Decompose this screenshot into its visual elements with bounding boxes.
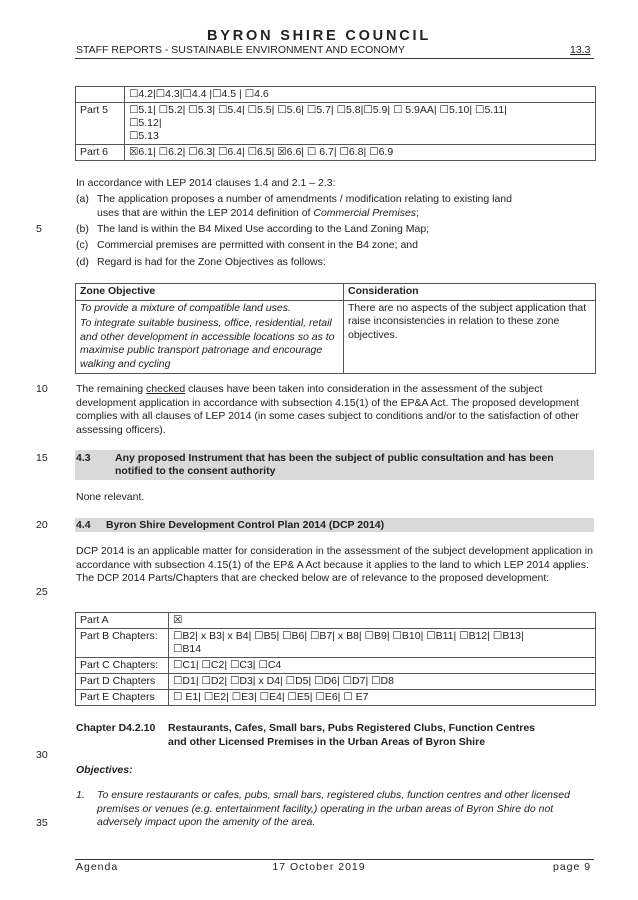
header-rule	[75, 58, 594, 59]
chapter-title: and other Licensed Premises in the Urban Areas of Byron Shire	[168, 736, 486, 748]
table-row	[76, 300, 596, 374]
table-row	[76, 613, 596, 629]
objectives-heading: Objectives:	[76, 764, 133, 776]
clause-line: ☐5.13	[129, 130, 159, 142]
line-number: 35	[36, 817, 48, 829]
footer-rule	[75, 859, 594, 860]
footer-date: 17 October 2019	[272, 861, 366, 873]
clause-line: ☐5.12|	[129, 117, 162, 129]
table-header-row	[76, 284, 596, 301]
chapter-line: ☐B14	[173, 643, 202, 655]
row-label: Part A	[76, 613, 169, 629]
remaining-clauses-paragraph	[76, 383, 596, 437]
paragraph-text: The remaining	[76, 383, 147, 395]
clause-line: ☐4.2|☐4.3|☐4.4 |☐4.5 | ☐4.6	[129, 88, 269, 100]
emphasis-term: Commercial Premises	[313, 206, 417, 219]
row-label	[76, 87, 125, 103]
clause-line: ☒6.1| ☐6.2| ☐6.3| ☐6.4| ☐6.5| ☒6.6| ☐ 6.7| ☐6.8| ☐6.9	[129, 146, 394, 158]
list-text: ;	[416, 206, 419, 219]
zone-objective: To integrate suitable business, office, residential, retail and other development in accessible locations so as to maximise public transport patronage and encourage walking and cycling	[80, 317, 335, 370]
council-title: BYRON SHIRE COUNCIL	[207, 28, 431, 44]
chapter-line: ☐D1| ☐D2| ☐D3| x D4| ☐D5| ☐D6| ☐D7| ☐D8	[173, 675, 394, 687]
list-key: (b)	[76, 223, 89, 235]
row-label: Part E Chapters	[76, 690, 169, 706]
paragraph-text: clauses have been taken into consideration in the assessment of the subject development application in accordance with subsection 4.15(1) of the EP&A Act. The proposed development complies with all clauses of LEP 2014 (in some cases subject to conditions and/or to the satisfaction of other assessing officers).	[76, 383, 579, 436]
zone-objectives-table	[75, 283, 596, 374]
chapter-line: ☒	[173, 614, 183, 626]
list-text: The land is within the B4 Mixed Use according to the Land Zoning Map;	[97, 223, 430, 235]
column-header: Consideration	[344, 284, 596, 301]
table-row	[76, 674, 596, 690]
report-subtitle: STAFF REPORTS - SUSTAINABLE ENVIRONMENT AND ECONOMY	[76, 44, 405, 56]
consideration-text: There are no aspects of the subject application that raise inconsistencies in relation to these zone objectives.	[344, 300, 596, 374]
line-number: 5	[36, 223, 42, 235]
line-number: 10	[36, 383, 48, 395]
table-row	[76, 103, 596, 145]
table-row	[76, 690, 596, 706]
zone-objective: To provide a mixture of compatible land uses.	[80, 301, 291, 314]
section-title: Byron Shire Development Control Plan 2014 (DCP 2014)	[106, 519, 385, 531]
chapter-title: Restaurants, Cafes, Small bars, Pubs Registered Clubs, Function Centres	[168, 722, 536, 734]
line-number: 15	[36, 452, 48, 464]
underlined-word: checked	[146, 383, 186, 395]
table-row	[76, 87, 596, 103]
table-row	[76, 629, 596, 658]
list-key: (d)	[76, 256, 89, 268]
lep-clauses-table	[75, 86, 596, 161]
list-text: The application proposes a number of amendments / modification relating to existing land	[97, 193, 512, 205]
list-key: (c)	[76, 239, 89, 251]
dcp-chapters-table	[75, 612, 596, 706]
row-label: Part 5	[76, 103, 125, 145]
section-number: 13.3	[570, 44, 591, 56]
section-number: 4.4	[76, 519, 91, 531]
chapter-line: ☐ E1| ☐E2| ☐E3| ☐E4| ☐E5| ☐E6| ☐ E7	[173, 691, 369, 703]
line-number: 20	[36, 519, 48, 531]
objective-text: To ensure restaurants or cafes, pubs, small bars, registered clubs, function centres and other licensed premises or venues (e.g. entertainment facility,) operating in the urban areas of Byron Shire do not adversely impact upon the amenity of the area.	[97, 789, 570, 828]
list-text: uses that are within the LEP 2014 definition of	[97, 206, 314, 219]
chapter-line: ☐B2| x B3| x B4| ☐B5| ☐B6| ☐B7| x B8| ☐B9| ☐B10| ☐B11| ☐B12| ☐B13|	[173, 630, 524, 642]
section-4-4-body: DCP 2014 is an applicable matter for consideration in the assessment of the subject development application in accordance with subsection 4.15(1) of the EP& A Act because it applies to the land to which LEP 2014 applies. The DCP 2014 Parts/Chapters that are checked below are of relevance to the proposed development:	[76, 545, 593, 585]
table-row	[76, 658, 596, 674]
section-number: 4.3	[76, 452, 91, 464]
intro-text: In accordance with LEP 2014 clauses 1.4 and 2.1 – 2.3:	[76, 177, 336, 189]
list-text: Commercial premises are permitted with consent in the B4 zone; and	[97, 239, 418, 251]
footer-page: page 9	[553, 861, 592, 873]
line-number: 25	[36, 586, 48, 598]
list-text: Regard is had for the Zone Objectives as follows:	[97, 256, 326, 268]
chapter-number: Chapter D4.2.10	[76, 722, 156, 734]
line-number: 30	[36, 749, 48, 761]
section-4-3-body: None relevant.	[76, 491, 145, 503]
row-label: Part C Chapters:	[76, 658, 169, 674]
section-4-3-heading	[75, 450, 594, 480]
row-label: Part B Chapters:	[76, 629, 169, 658]
section-title: Any proposed Instrument that has been the subject of public consultation and has been notified to the consent authority	[115, 452, 554, 477]
table-row	[76, 145, 596, 161]
row-label: Part D Chapters	[76, 674, 169, 690]
list-key: (a)	[76, 193, 89, 205]
chapter-line: ☐C1| ☐C2| ☐C3| ☐C4	[173, 659, 282, 671]
clause-line: ☐5.1| ☐5.2| ☐5.3| ☐5.4| ☐5.5| ☐5.6| ☐5.7| ☐5.8|☐5.9| ☐ 5.9AA| ☐5.10| ☐5.11|	[129, 104, 507, 116]
objective-number: 1.	[76, 789, 85, 801]
footer-agenda: Agenda	[76, 861, 119, 873]
row-label: Part 6	[76, 145, 125, 161]
column-header: Zone Objective	[76, 284, 344, 301]
section-4-4-heading	[75, 518, 594, 532]
